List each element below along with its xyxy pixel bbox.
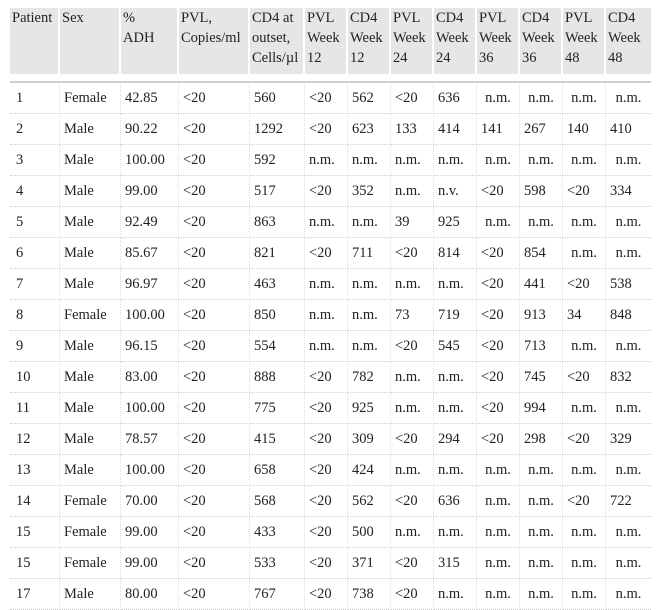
table-cell: n.m.: [391, 145, 434, 176]
table-cell: 545: [434, 331, 477, 362]
table-cell: 441: [520, 269, 563, 300]
table-cell: 99.00: [121, 517, 179, 548]
table-cell: <20: [477, 300, 520, 331]
table-cell: 141: [477, 114, 520, 145]
column-header-line: CD4: [436, 10, 464, 26]
table-cell: n.m.: [391, 517, 434, 548]
column-header-line: 48: [565, 50, 580, 66]
table-cell: Female: [60, 300, 121, 331]
table-cell: 415: [250, 424, 305, 455]
table-cell: <20: [563, 486, 606, 517]
table-cell: <20: [391, 331, 434, 362]
table-cell: n.m.: [606, 579, 651, 610]
table-cell: n.m.: [305, 331, 348, 362]
table-cell: 298: [520, 424, 563, 455]
table-row: [10, 424, 651, 455]
table-cell: <20: [179, 114, 250, 145]
table-cell: <20: [305, 486, 348, 517]
table-cell: Female: [60, 486, 121, 517]
table-cell: 913: [520, 300, 563, 331]
table-cell: 329: [606, 424, 651, 455]
table-cell: 925: [348, 393, 391, 424]
table-cell: 34: [563, 300, 606, 331]
table-cell: 100.00: [121, 455, 179, 486]
table-cell: <20: [563, 176, 606, 207]
table-cell: 560: [250, 83, 305, 114]
table-cell: 463: [250, 269, 305, 300]
table-cell: n.m.: [520, 486, 563, 517]
table-cell: <20: [477, 362, 520, 393]
table-cell: 767: [250, 579, 305, 610]
column-header-line: PVL,: [181, 10, 213, 26]
table-cell: n.m.: [606, 517, 651, 548]
table-cell: <20: [305, 176, 348, 207]
table-cell: n.m.: [606, 455, 651, 486]
table-cell: Male: [60, 393, 121, 424]
table-cell: 554: [250, 331, 305, 362]
table-cell: 70.00: [121, 486, 179, 517]
table-cell: Male: [60, 455, 121, 486]
table-cell: <20: [391, 486, 434, 517]
table-cell: 719: [434, 300, 477, 331]
table-cell: Male: [60, 269, 121, 300]
table-cell: <20: [305, 393, 348, 424]
table-cell: 994: [520, 393, 563, 424]
column-header-line: Week: [307, 30, 340, 46]
table-cell: n.m.: [520, 207, 563, 238]
table-cell: <20: [563, 424, 606, 455]
table-cell: n.m.: [477, 145, 520, 176]
table-cell: <20: [477, 176, 520, 207]
table-cell: 745: [520, 362, 563, 393]
table-cell: 100.00: [121, 145, 179, 176]
column-header: [179, 8, 250, 76]
table-cell: n.m.: [305, 300, 348, 331]
table-cell: 78.57: [121, 424, 179, 455]
table-cell: 782: [348, 362, 391, 393]
table-cell: 352: [348, 176, 391, 207]
table-cell: n.m.: [606, 83, 651, 114]
table-cell: n.m.: [606, 238, 651, 269]
table-cell: n.m.: [606, 145, 651, 176]
table-cell: n.m.: [606, 207, 651, 238]
table-cell: <20: [305, 114, 348, 145]
table-cell: n.m.: [563, 83, 606, 114]
table-body: [10, 83, 651, 610]
table-cell: <20: [563, 269, 606, 300]
table-cell: <20: [305, 238, 348, 269]
table-cell: Male: [60, 207, 121, 238]
table-cell: 592: [250, 145, 305, 176]
table-cell: <20: [179, 269, 250, 300]
table-cell: <20: [477, 393, 520, 424]
table-cell: <20: [179, 424, 250, 455]
column-header: [434, 8, 477, 76]
column-header-line: outset,: [252, 30, 291, 46]
table-cell: n.m.: [391, 455, 434, 486]
column-header: [348, 8, 391, 76]
table-cell: Male: [60, 145, 121, 176]
table-cell: 15: [10, 548, 60, 579]
column-header: [520, 8, 563, 76]
table-row: [10, 176, 651, 207]
table-cell: 9: [10, 331, 60, 362]
table-cell: n.m.: [563, 331, 606, 362]
table-cell: n.m.: [477, 548, 520, 579]
table-cell: 14: [10, 486, 60, 517]
column-header-line: 24: [436, 50, 451, 66]
table-cell: <20: [391, 579, 434, 610]
table-cell: 850: [250, 300, 305, 331]
table-cell: n.m.: [434, 517, 477, 548]
table-cell: n.m.: [520, 517, 563, 548]
table-cell: 140: [563, 114, 606, 145]
table-cell: n.m.: [434, 362, 477, 393]
table-cell: n.m.: [563, 548, 606, 579]
table-cell: 848: [606, 300, 651, 331]
table-cell: <20: [391, 424, 434, 455]
table-cell: n.m.: [434, 145, 477, 176]
column-header-line: 12: [307, 50, 322, 66]
column-header-line: ADH: [123, 30, 155, 46]
table-cell: 73: [391, 300, 434, 331]
column-header-line: Week: [565, 30, 598, 46]
table-cell: 424: [348, 455, 391, 486]
table-cell: 863: [250, 207, 305, 238]
table-cell: 433: [250, 517, 305, 548]
table-cell: 500: [348, 517, 391, 548]
table-cell: 636: [434, 83, 477, 114]
header-row: [10, 8, 651, 76]
table-cell: Male: [60, 331, 121, 362]
column-header-line: PVL: [479, 10, 507, 26]
table-row: [10, 269, 651, 300]
table-cell: <20: [305, 517, 348, 548]
table-cell: 267: [520, 114, 563, 145]
table-cell: n.m.: [348, 207, 391, 238]
column-header-line: Cells/µl: [252, 50, 299, 66]
table-cell: Female: [60, 517, 121, 548]
table-cell: <20: [477, 424, 520, 455]
table-cell: <20: [179, 83, 250, 114]
table-cell: 96.15: [121, 331, 179, 362]
table-cell: Male: [60, 238, 121, 269]
column-header-line: Week: [350, 30, 383, 46]
table-cell: <20: [563, 362, 606, 393]
table-cell: 713: [520, 331, 563, 362]
column-header-line: Patient: [12, 10, 53, 26]
table-row: [10, 455, 651, 486]
column-header-line: CD4: [350, 10, 378, 26]
table-cell: 133: [391, 114, 434, 145]
table-cell: n.m.: [563, 517, 606, 548]
column-header-line: Week: [393, 30, 426, 46]
table-cell: 562: [348, 83, 391, 114]
table-cell: 80.00: [121, 579, 179, 610]
table-cell: n.m.: [305, 145, 348, 176]
table-cell: 100.00: [121, 300, 179, 331]
table-cell: <20: [179, 207, 250, 238]
column-header-line: Copies/ml: [181, 30, 241, 46]
column-header-line: %: [123, 10, 136, 26]
table-row: [10, 238, 651, 269]
column-header-line: Week: [479, 30, 512, 46]
table-cell: 15: [10, 517, 60, 548]
table-cell: <20: [305, 424, 348, 455]
table-cell: Female: [60, 83, 121, 114]
table-cell: 832: [606, 362, 651, 393]
table-cell: <20: [391, 83, 434, 114]
table-cell: n.m.: [305, 269, 348, 300]
column-header-line: PVL: [565, 10, 593, 26]
table-cell: n.m.: [477, 486, 520, 517]
table-cell: <20: [179, 145, 250, 176]
table-cell: 8: [10, 300, 60, 331]
table-cell: <20: [477, 331, 520, 362]
table-cell: 410: [606, 114, 651, 145]
table-cell: 371: [348, 548, 391, 579]
table-cell: Male: [60, 579, 121, 610]
table-cell: n.m.: [477, 455, 520, 486]
table-cell: 83.00: [121, 362, 179, 393]
column-header: [305, 8, 348, 76]
table-cell: 13: [10, 455, 60, 486]
table-cell: <20: [305, 83, 348, 114]
table-cell: 4: [10, 176, 60, 207]
table-cell: <20: [179, 238, 250, 269]
table-row: [10, 207, 651, 238]
table-cell: Female: [60, 548, 121, 579]
table-row: [10, 486, 651, 517]
table-cell: 711: [348, 238, 391, 269]
column-header-line: PVL: [307, 10, 335, 26]
table-cell: <20: [179, 579, 250, 610]
table-cell: 562: [348, 486, 391, 517]
table-cell: 5: [10, 207, 60, 238]
table-cell: <20: [305, 455, 348, 486]
table-cell: <20: [179, 455, 250, 486]
column-header: [391, 8, 434, 76]
table-cell: 738: [348, 579, 391, 610]
table-cell: 636: [434, 486, 477, 517]
table-cell: 623: [348, 114, 391, 145]
column-header: [10, 8, 60, 76]
table-cell: n.m.: [348, 145, 391, 176]
table-cell: <20: [305, 362, 348, 393]
table-cell: 315: [434, 548, 477, 579]
table-cell: n.m.: [434, 393, 477, 424]
table-cell: 722: [606, 486, 651, 517]
table-cell: n.m.: [520, 145, 563, 176]
table-cell: <20: [477, 269, 520, 300]
table-cell: <20: [305, 579, 348, 610]
table-cell: 658: [250, 455, 305, 486]
table-cell: <20: [391, 238, 434, 269]
table-cell: n.m.: [434, 269, 477, 300]
table-cell: <20: [477, 238, 520, 269]
header-gap: [10, 76, 651, 83]
table-row: [10, 331, 651, 362]
column-header-line: 12: [350, 50, 365, 66]
table-cell: 309: [348, 424, 391, 455]
column-header-line: 36: [479, 50, 494, 66]
table-row: [10, 393, 651, 424]
table-cell: 814: [434, 238, 477, 269]
table-cell: n.m.: [391, 362, 434, 393]
table-cell: 334: [606, 176, 651, 207]
table-cell: n.m.: [563, 207, 606, 238]
table-cell: n.m.: [563, 145, 606, 176]
table-cell: n.m.: [391, 269, 434, 300]
table-cell: <20: [179, 176, 250, 207]
table-cell: 100.00: [121, 393, 179, 424]
table-cell: <20: [305, 548, 348, 579]
table-cell: 99.00: [121, 176, 179, 207]
table-cell: 568: [250, 486, 305, 517]
table-cell: <20: [179, 300, 250, 331]
table-cell: 1292: [250, 114, 305, 145]
table-cell: <20: [179, 517, 250, 548]
table-cell: <20: [179, 393, 250, 424]
table-cell: n.m.: [477, 207, 520, 238]
table-header: [10, 8, 651, 83]
table-cell: n.m.: [477, 83, 520, 114]
table-row: [10, 362, 651, 393]
table-cell: n.m.: [434, 579, 477, 610]
table-cell: n.m.: [563, 393, 606, 424]
table-cell: <20: [179, 486, 250, 517]
table-row: [10, 300, 651, 331]
table-cell: 85.67: [121, 238, 179, 269]
table-cell: <20: [179, 331, 250, 362]
table-cell: Male: [60, 176, 121, 207]
column-header-line: CD4: [522, 10, 550, 26]
table-cell: 10: [10, 362, 60, 393]
table-cell: n.m.: [305, 207, 348, 238]
table-cell: 538: [606, 269, 651, 300]
table-cell: 533: [250, 548, 305, 579]
table-cell: n.m.: [520, 83, 563, 114]
column-header-line: CD4 at: [252, 10, 294, 26]
table-cell: n.m.: [606, 548, 651, 579]
column-header: [563, 8, 606, 76]
table-cell: 294: [434, 424, 477, 455]
table-cell: 1: [10, 83, 60, 114]
table-cell: n.m.: [391, 393, 434, 424]
table-cell: n.m.: [563, 455, 606, 486]
column-header-line: Sex: [62, 10, 84, 26]
table-cell: n.m.: [348, 300, 391, 331]
table-cell: n.m.: [520, 579, 563, 610]
table-row: [10, 114, 651, 145]
table-cell: 2: [10, 114, 60, 145]
column-header-line: Week: [608, 30, 641, 46]
table-cell: 517: [250, 176, 305, 207]
table-cell: 17: [10, 579, 60, 610]
column-header-line: 48: [608, 50, 623, 66]
column-header-line: CD4: [608, 10, 636, 26]
table-cell: n.m.: [348, 269, 391, 300]
table-cell: 3: [10, 145, 60, 176]
column-header-line: Week: [436, 30, 469, 46]
table-cell: 854: [520, 238, 563, 269]
column-header: [121, 8, 179, 76]
table-cell: n.m.: [434, 455, 477, 486]
table-row: [10, 517, 651, 548]
table-cell: n.m.: [563, 579, 606, 610]
table-cell: n.m.: [563, 238, 606, 269]
table-cell: 92.49: [121, 207, 179, 238]
table-cell: 414: [434, 114, 477, 145]
table-cell: n.m.: [477, 517, 520, 548]
table-cell: 90.22: [121, 114, 179, 145]
table-cell: <20: [179, 548, 250, 579]
column-header-line: PVL: [393, 10, 421, 26]
table-cell: 7: [10, 269, 60, 300]
table-cell: 6: [10, 238, 60, 269]
table-cell: n.v.: [434, 176, 477, 207]
column-header: [606, 8, 651, 76]
table-container: [10, 8, 651, 602]
table-cell: 775: [250, 393, 305, 424]
table-cell: 42.85: [121, 83, 179, 114]
table-row: [10, 579, 651, 610]
table-cell: <20: [391, 548, 434, 579]
column-header-line: 36: [522, 50, 537, 66]
column-header-line: 24: [393, 50, 408, 66]
table-cell: 821: [250, 238, 305, 269]
table-cell: 96.97: [121, 269, 179, 300]
table-cell: <20: [179, 362, 250, 393]
table-cell: 99.00: [121, 548, 179, 579]
table-cell: n.m.: [520, 548, 563, 579]
table-cell: n.m.: [477, 579, 520, 610]
table-cell: n.m.: [520, 455, 563, 486]
table-cell: n.m.: [606, 393, 651, 424]
table-cell: n.m.: [348, 331, 391, 362]
table-cell: 39: [391, 207, 434, 238]
table-cell: n.m.: [391, 176, 434, 207]
table-cell: 925: [434, 207, 477, 238]
table-cell: n.m.: [606, 331, 651, 362]
patient-data-table: [10, 8, 651, 610]
column-header-line: Week: [522, 30, 555, 46]
table-cell: Male: [60, 114, 121, 145]
table-cell: Male: [60, 424, 121, 455]
table-row: [10, 145, 651, 176]
table-cell: Male: [60, 362, 121, 393]
column-header: [477, 8, 520, 76]
table-cell: 888: [250, 362, 305, 393]
table-row: [10, 83, 651, 114]
table-cell: 11: [10, 393, 60, 424]
column-header: [250, 8, 305, 76]
table-row: [10, 548, 651, 579]
table-cell: 12: [10, 424, 60, 455]
table-cell: 598: [520, 176, 563, 207]
column-header: [60, 8, 121, 76]
